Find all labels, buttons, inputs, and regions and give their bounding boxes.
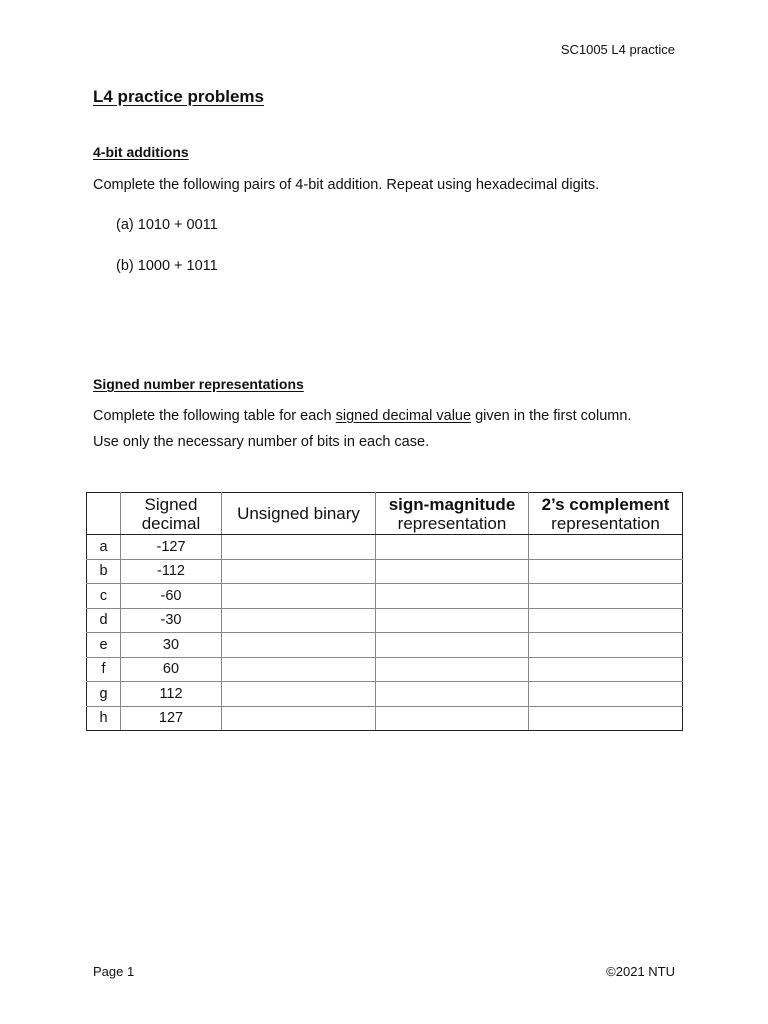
page-header: SC1005 L4 practice (560, 42, 675, 57)
header-unsigned-binary: Unsigned binary (222, 493, 376, 535)
twos-complement-cell[interactable] (529, 584, 683, 609)
header-twos-complement: 2’s complement representation (529, 493, 683, 535)
sign-magnitude-cell[interactable] (376, 682, 529, 707)
twos-complement-cell[interactable] (529, 608, 683, 633)
unsigned-binary-cell[interactable] (222, 633, 376, 658)
sign-magnitude-cell[interactable] (376, 657, 529, 682)
sign-magnitude-cell[interactable] (376, 535, 529, 560)
unsigned-binary-cell[interactable] (222, 584, 376, 609)
sign-magnitude-cell[interactable] (376, 706, 529, 731)
sign-magnitude-cell[interactable] (376, 608, 529, 633)
section-heading-signed: Signed number representations (93, 376, 304, 392)
section-heading-additions: 4-bit additions (93, 144, 189, 160)
twos-complement-cell[interactable] (529, 657, 683, 682)
table-row (87, 584, 683, 609)
unsigned-binary-cell[interactable] (222, 559, 376, 584)
header-sign-magnitude: sign-magnitude representation (376, 493, 529, 535)
table-row (87, 682, 683, 707)
signed-representation-table (86, 492, 683, 731)
addition-item-b: (b) 1000 + 1011 (116, 258, 218, 274)
unsigned-binary-cell[interactable] (222, 657, 376, 682)
unsigned-binary-cell[interactable] (222, 682, 376, 707)
row-label: c (87, 584, 121, 609)
signed-decimal-value: -60 (121, 584, 222, 609)
unsigned-binary-cell[interactable] (222, 706, 376, 731)
header-label-column (87, 493, 121, 535)
twos-complement-cell[interactable] (529, 706, 683, 731)
twos-complement-cell[interactable] (529, 535, 683, 560)
table-row (87, 706, 683, 731)
copyright-notice: ©2021 NTU (606, 964, 675, 979)
table-row (87, 559, 683, 584)
row-label: b (87, 559, 121, 584)
sign-magnitude-cell[interactable] (376, 633, 529, 658)
table-header-row (87, 493, 683, 535)
signed-instruction-line1: Complete the following table for each signed decimal value given in the first column. (93, 408, 632, 424)
signed-decimal-value: 60 (121, 657, 222, 682)
page-number: Page 1 (93, 964, 135, 979)
signed-decimal-value: -112 (121, 559, 222, 584)
signed-decimal-value: -30 (121, 608, 222, 633)
row-label: h (87, 706, 121, 731)
additions-instruction: Complete the following pairs of 4-bit addition. Repeat using hexadecimal digits. (93, 177, 600, 193)
page-title: L4 practice problems (93, 87, 265, 106)
unsigned-binary-cell[interactable] (222, 608, 376, 633)
twos-complement-cell[interactable] (529, 559, 683, 584)
table-row (87, 535, 683, 560)
row-label: g (87, 682, 121, 707)
row-label: e (87, 633, 121, 658)
row-label: f (87, 657, 121, 682)
sign-magnitude-cell[interactable] (376, 584, 529, 609)
signed-decimal-value: 112 (121, 682, 222, 707)
row-label: a (87, 535, 121, 560)
signed-decimal-value: 30 (121, 633, 222, 658)
sign-magnitude-cell[interactable] (376, 559, 529, 584)
table-row (87, 633, 683, 658)
row-label: d (87, 608, 121, 633)
twos-complement-cell[interactable] (529, 682, 683, 707)
table-row (87, 608, 683, 633)
twos-complement-cell[interactable] (529, 633, 683, 658)
header-signed-decimal: Signed decimal (121, 493, 222, 535)
signed-decimal-value: 127 (121, 706, 222, 731)
addition-item-a: (a) 1010 + 0011 (116, 217, 218, 233)
underlined-term: signed decimal value (335, 408, 472, 424)
unsigned-binary-cell[interactable] (222, 535, 376, 560)
table-row (87, 657, 683, 682)
signed-decimal-value: -127 (121, 535, 222, 560)
signed-instruction-line2: Use only the necessary number of bits in each case. (93, 434, 430, 450)
